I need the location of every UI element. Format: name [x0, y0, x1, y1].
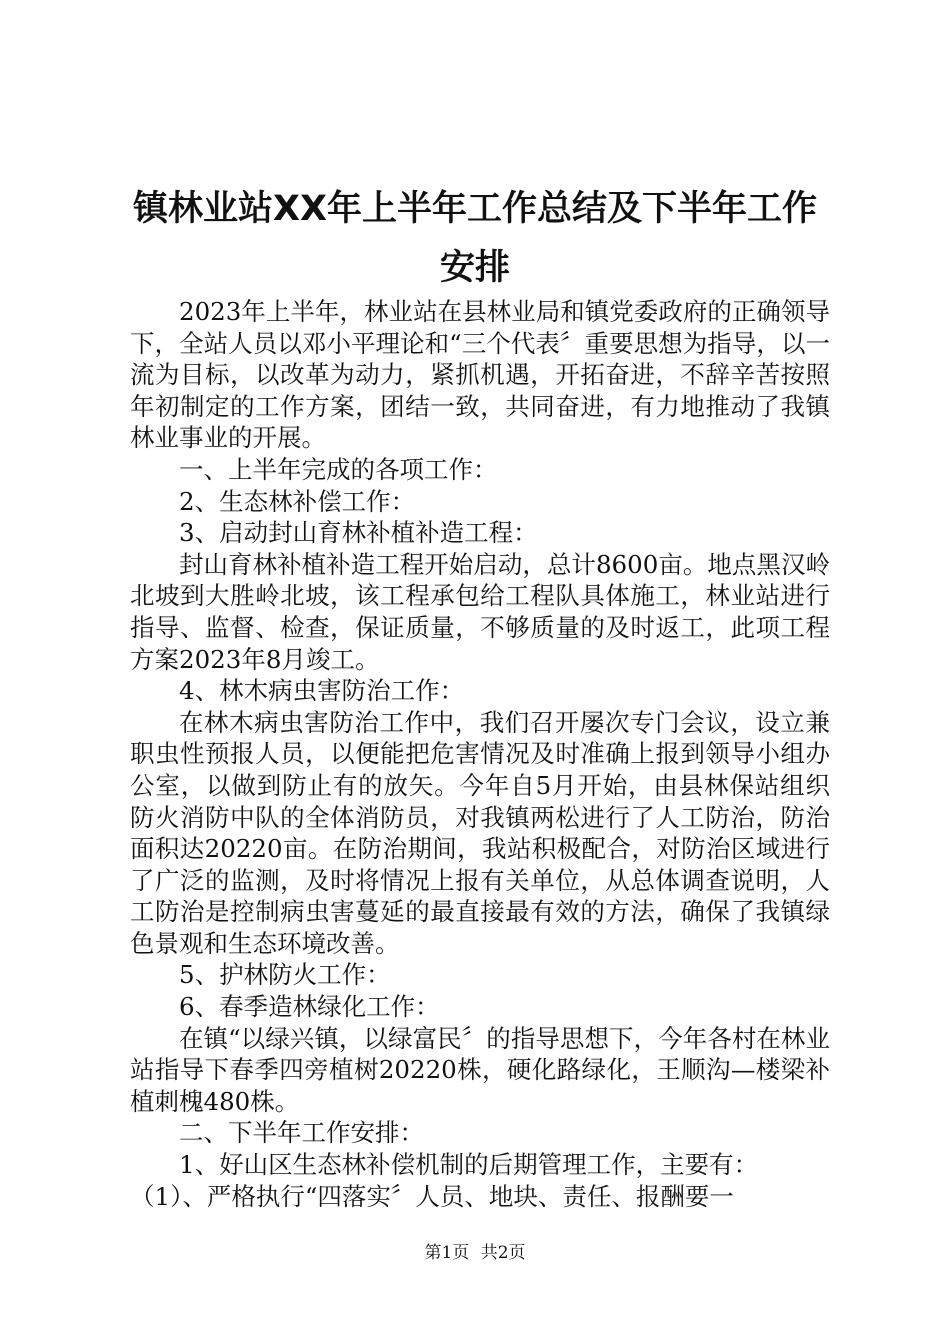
intro-paragraph: 2023年上半年，林业站在县林业局和镇党委政府的正确领导下，全站人员以邓小平理论和“三个代表〞重要思想为指导，以一流为目标，以改革为动力，紧抓机遇，开拓奋进，不辞辛苦按照年初制定的工作方案，团结一致，共同奋进，有力地推动了我镇林业事业的开展。 — [130, 297, 830, 453]
document-title-line-2: 安排 — [439, 248, 510, 288]
item-heading-spring-afforestation: 6、春季造林绿化工作： — [179, 992, 440, 1022]
item-heading-pest-control: 4、林木病虫害防治工作： — [179, 676, 465, 706]
section-heading-first-half: 一、上半年完成的各项工作： — [179, 454, 498, 484]
page-number-total: 共2页 — [480, 1243, 526, 1263]
list-item-four-implementations: （1）、严格执行“四落实〞人员、地块、责任、报酬要一 — [130, 1181, 734, 1211]
section-heading-second-half: 二、下半年工作安排： — [179, 1118, 424, 1148]
page-number-current: 第1页 — [424, 1243, 470, 1263]
page-footer — [0, 1241, 950, 1265]
paragraph-spring-afforestation: 在镇“以绿兴镇，以绿富民〞的指导思想下，今年各村在林业站指导下春季四旁植树20220株，硬化路绿化，王顺沟—楼梁补植刺槐480株。 — [130, 1023, 830, 1116]
paragraph-mountain-closure: 封山育林补植补造工程开始启动，总计8600亩。地点黑汉岭北坡到大胜岭北坡，该工程承包给工程队具体施工，林业站进行指导、监督、检查，保证质量，不够质量的及时返工，此项工程方案2023年8月竣工。 — [130, 549, 830, 674]
paragraph-pest-control: 在林木病虫害防治工作中，我们召开屡次专门会议，设立兼职虫性预报人员，以便能把危害情况及时准确上报到领导小组办公室，以做到防止有的放矢。今年自5月开始，由县林保站组织防火消防中队的全体消防员，对我镇两松进行了人工防治，防治面积达20220亩。在防治期间，我站积极配合，对防治区域进行了广泛的监测，及时将情况上报有关单位，从总体调查说明，人工防治是控制病虫害蔓延的最直接最有效的方法，确保了我镇绿色景观和生态环境改善。 — [130, 707, 830, 958]
document-body — [130, 296, 830, 1212]
item-heading-eco-compensation: 1、好山区生态林补偿机制的后期管理工作，主要有： — [179, 1150, 759, 1180]
item-heading-mountain-closure: 3、启动封山育林补植补造工程： — [179, 518, 538, 548]
document-title-line-1: 镇林业站XX年上半年工作总结及下半年工作 — [133, 189, 817, 229]
item-heading-eco-forest: 2、生态林补偿工作： — [179, 486, 416, 516]
item-heading-fire-prevention: 5、护林防火工作： — [179, 960, 391, 990]
